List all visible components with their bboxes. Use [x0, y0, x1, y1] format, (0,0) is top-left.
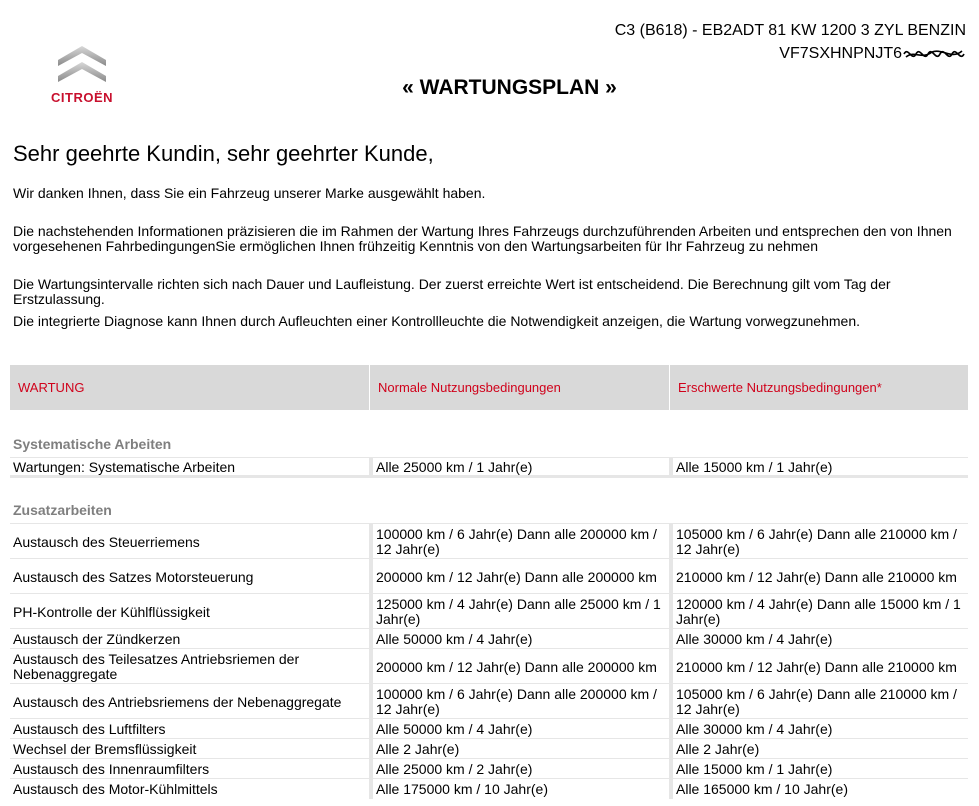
table-row	[10, 648, 968, 684]
normal-interval-cell: Alle 2 Jahr(e)	[369, 739, 669, 759]
normal-interval-cell: 125000 km / 4 Jahr(e) Dann alle 25000 km / 1 Jahr(e)	[369, 594, 669, 629]
task-cell: Austausch des Motor-Kühlmittels	[10, 779, 369, 799]
task-cell: PH-Kontrolle der Kühlflüssigkeit	[10, 594, 369, 629]
severe-interval-cell: Alle 2 Jahr(e)	[669, 739, 968, 759]
table-header	[10, 365, 968, 410]
severe-interval-cell: 105000 km / 6 Jahr(e) Dann alle 210000 km / 12 Jahr(e)	[669, 524, 968, 559]
table-row	[10, 778, 968, 799]
vehicle-info	[615, 19, 966, 65]
normal-interval-cell: 100000 km / 6 Jahr(e) Dann alle 200000 km / 12 Jahr(e)	[369, 684, 669, 719]
normal-interval-cell: Alle 25000 km / 2 Jahr(e)	[369, 759, 669, 779]
brand-wordmark: CITROËN	[51, 90, 113, 105]
redaction-scribble	[902, 46, 966, 62]
table-row	[10, 738, 968, 759]
task-cell: Austausch des Antriebsriemens der Nebenaggregate	[10, 684, 369, 719]
normal-interval-cell: 200000 km / 12 Jahr(e) Dann alle 200000 km	[369, 649, 669, 684]
task-cell: Austausch des Satzes Motorsteuerung	[10, 559, 369, 594]
severe-interval-cell: Alle 15000 km / 1 Jahr(e)	[669, 759, 968, 779]
table-row	[10, 558, 968, 594]
header-normal-conditions: Normale Nutzungsbedingungen	[369, 365, 669, 410]
table-row	[10, 718, 968, 739]
intro-paragraph-1: Wir danken Ihnen, dass Sie ein Fahrzeug unserer Marke ausgewählt haben.	[13, 185, 486, 201]
severe-interval-cell: Alle 30000 km / 4 Jahr(e)	[669, 629, 968, 649]
task-cell: Austausch des Teilesatzes Antriebsriemen der Nebenaggregate	[10, 649, 369, 684]
normal-interval-cell: 100000 km / 6 Jahr(e) Dann alle 200000 km / 12 Jahr(e)	[369, 524, 669, 559]
normal-interval-cell: Alle 25000 km / 1 Jahr(e)	[369, 458, 669, 478]
task-cell: Austausch der Zündkerzen	[10, 629, 369, 649]
intro-paragraph-2: Die nachstehenden Informationen präzisieren die im Rahmen der Wartung Ihres Fahrzeugs durchzuführenden Arbeiten und entsprechen den von Ihnen vorgesehenen FahrbedingungenSie ermöglichen Ihnen frühzeitig Kenntnis von den Wartungsarbeiten für Ihr Fahrzeug zu nehmen	[13, 223, 952, 254]
severe-interval-cell: Alle 30000 km / 4 Jahr(e)	[669, 719, 968, 739]
table-row	[10, 523, 968, 559]
severe-interval-cell: 210000 km / 12 Jahr(e) Dann alle 210000 km	[669, 559, 968, 594]
page-title: « WARTUNGSPLAN »	[402, 76, 617, 99]
table-row	[10, 628, 968, 649]
intro-paragraph-4: Die integrierte Diagnose kann Ihnen durch Aufleuchten einer Kontrollleuchte die Notwendigkeit anzeigen, die Wartung vorwegzunehmen.	[13, 313, 861, 329]
vin-line	[615, 42, 966, 65]
task-cell: Austausch des Steuerriemens	[10, 524, 369, 559]
intro-paragraph-3: Die Wartungsintervalle richten sich nach Dauer und Laufleistung. Der zuerst erreichte Wert ist entscheidend. Die Berechnung gilt vom Tag der Erstzulassung.	[13, 276, 891, 307]
header-maintenance: WARTUNG	[10, 365, 369, 410]
section-additional: Zusatzarbeiten	[13, 502, 112, 518]
task-cell: Wartungen: Systematische Arbeiten	[10, 458, 369, 478]
task-cell: Austausch des Innenraumfilters	[10, 759, 369, 779]
normal-interval-cell: Alle 50000 km / 4 Jahr(e)	[369, 629, 669, 649]
normal-interval-cell: 200000 km / 12 Jahr(e) Dann alle 200000 km	[369, 559, 669, 594]
severe-interval-cell: 120000 km / 4 Jahr(e) Dann alle 15000 km / 1 Jahr(e)	[669, 594, 968, 629]
table-row	[10, 758, 968, 779]
table-row	[10, 683, 968, 719]
header-severe-conditions: Erschwerte Nutzungsbedingungen*	[669, 365, 968, 410]
vehicle-line: C3 (B618) - EB2ADT 81 KW 1200 3 ZYL BENZIN	[614, 22, 966, 39]
severe-interval-cell: Alle 15000 km / 1 Jahr(e)	[669, 458, 968, 478]
normal-interval-cell: Alle 175000 km / 10 Jahr(e)	[369, 779, 669, 799]
severe-interval-cell: Alle 165000 km / 10 Jahr(e)	[669, 779, 968, 799]
normal-interval-cell: Alle 50000 km / 4 Jahr(e)	[369, 719, 669, 739]
severe-interval-cell: 105000 km / 6 Jahr(e) Dann alle 210000 km / 12 Jahr(e)	[669, 684, 968, 719]
task-cell: Wechsel der Bremsflüssigkeit	[10, 739, 369, 759]
task-cell: Austausch des Luftfilters	[10, 719, 369, 739]
section-systematic: Systematische Arbeiten	[13, 436, 172, 452]
vin-text: VF7SXHNPNJT6	[779, 45, 902, 62]
table-row	[10, 593, 968, 629]
greeting: Sehr geehrte Kundin, sehr geehrter Kunde,	[13, 141, 434, 166]
table-row	[10, 457, 968, 478]
severe-interval-cell: 210000 km / 12 Jahr(e) Dann alle 210000 km	[669, 649, 968, 684]
